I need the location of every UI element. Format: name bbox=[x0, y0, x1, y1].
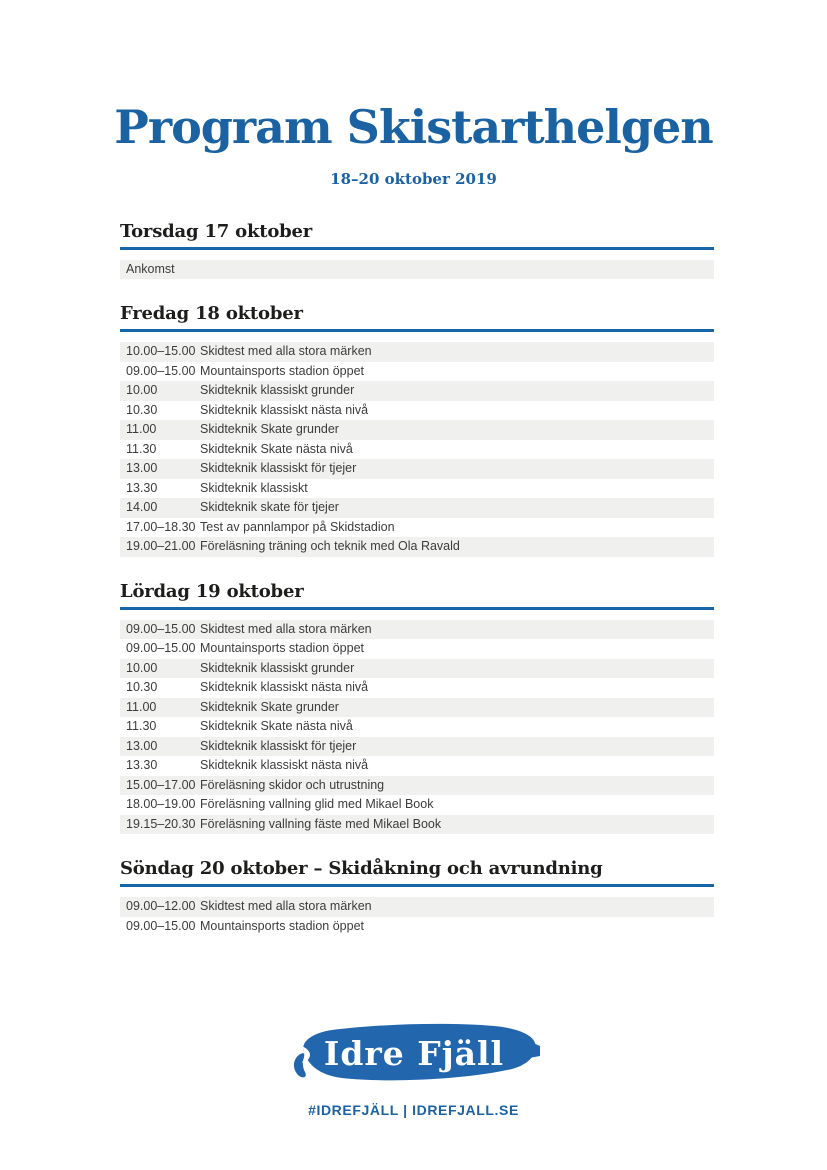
schedule-row bbox=[120, 815, 714, 835]
page-title: Program Skistarthelgen bbox=[114, 100, 713, 154]
row-time: 11.00 bbox=[126, 422, 157, 437]
row-activity: Skidteknik klassiskt nästa nivå bbox=[200, 758, 369, 773]
schedule-row bbox=[120, 420, 714, 440]
document-footer bbox=[0, 1022, 827, 1118]
row-activity: Skidteknik Skate grunder bbox=[200, 422, 339, 437]
schedule-row bbox=[120, 440, 714, 460]
schedule-row bbox=[120, 776, 714, 796]
row-time: 15.00–17.00 bbox=[126, 777, 196, 792]
row-time: 13.30 bbox=[126, 480, 158, 495]
schedule-row bbox=[120, 479, 714, 499]
row-activity: Föreläsning skidor och utrustning bbox=[200, 777, 385, 792]
row-activity: Mountainsports stadion öppet bbox=[200, 918, 364, 933]
schedule-row bbox=[120, 498, 714, 518]
section-heading: Lördag 19 oktober bbox=[120, 581, 714, 610]
row-time: 09.00–15.00 bbox=[126, 363, 196, 378]
schedule-row bbox=[120, 756, 714, 776]
row-time: 09.00–15.00 bbox=[126, 621, 196, 636]
row-activity: Test av pannlampor på Skidstadion bbox=[200, 519, 395, 534]
section-heading: Söndag 20 oktober – Skidåkning och avrundning bbox=[120, 858, 714, 887]
schedule-row bbox=[120, 362, 714, 382]
row-time: 11.00 bbox=[126, 699, 157, 714]
schedule-row bbox=[120, 620, 714, 640]
document-header bbox=[0, 0, 827, 188]
schedule-row bbox=[120, 897, 714, 917]
schedule-content bbox=[120, 221, 714, 937]
row-time: 18.00–19.00 bbox=[126, 797, 196, 812]
row-time: 14.00 bbox=[126, 500, 158, 515]
schedule-section bbox=[120, 221, 714, 280]
row-activity: Skidteknik klassiskt grunder bbox=[200, 660, 355, 675]
row-time: 09.00–15.00 bbox=[126, 641, 196, 656]
row-activity: Ankomst bbox=[126, 261, 175, 276]
row-activity: Skidtest med alla stora märken bbox=[200, 621, 372, 636]
row-activity: Skidteknik klassiskt nästa nivå bbox=[200, 680, 369, 695]
sections bbox=[120, 221, 714, 937]
row-time: 13.30 bbox=[126, 758, 158, 773]
row-time: 13.00 bbox=[126, 738, 158, 753]
schedule-row bbox=[120, 342, 714, 362]
row-activity: Föreläsning vallning glid med Mikael Book bbox=[200, 797, 434, 812]
schedule-row bbox=[120, 459, 714, 479]
row-activity: Skidteknik klassiskt bbox=[200, 480, 308, 495]
row-time: 13.00 bbox=[126, 461, 158, 476]
schedule-row bbox=[120, 698, 714, 718]
row-activity: Skidtest med alla stora märken bbox=[200, 344, 372, 359]
idre-fjall-logo-icon bbox=[288, 1022, 540, 1086]
row-time: 11.30 bbox=[126, 441, 157, 456]
schedule-row bbox=[120, 639, 714, 659]
row-activity: Skidteknik skate för tjejer bbox=[200, 500, 339, 515]
row-time: 09.00–12.00 bbox=[126, 899, 196, 914]
schedule-row bbox=[120, 260, 714, 280]
schedule-row bbox=[120, 401, 714, 421]
section-rows bbox=[120, 260, 714, 280]
row-activity: Mountainsports stadion öppet bbox=[200, 641, 364, 656]
schedule-row bbox=[120, 678, 714, 698]
footer-tagline: #IDREFJÄLL | IDREFJALL.SE bbox=[308, 1102, 519, 1119]
section-rows bbox=[120, 342, 714, 557]
schedule-row bbox=[120, 518, 714, 538]
section-rows bbox=[120, 897, 714, 936]
row-time: 10.00 bbox=[126, 383, 158, 398]
row-time: 19.15–20.30 bbox=[126, 816, 196, 831]
row-activity: Skidteknik Skate nästa nivå bbox=[200, 441, 353, 456]
row-time: 10.00–15.00 bbox=[126, 344, 196, 359]
row-activity: Skidteknik klassiskt grunder bbox=[200, 383, 355, 398]
section-heading: Fredag 18 oktober bbox=[120, 303, 714, 332]
section-heading: Torsdag 17 oktober bbox=[120, 221, 714, 250]
schedule-row bbox=[120, 717, 714, 737]
row-activity: Skidteknik klassiskt nästa nivå bbox=[200, 402, 369, 417]
schedule-section bbox=[120, 303, 714, 557]
row-time: 10.00 bbox=[126, 660, 158, 675]
row-activity: Skidteknik klassiskt för tjejer bbox=[200, 738, 357, 753]
section-rows bbox=[120, 620, 714, 835]
row-activity: Skidteknik klassiskt för tjejer bbox=[200, 461, 357, 476]
row-activity: Skidtest med alla stora märken bbox=[200, 899, 372, 914]
row-activity: Mountainsports stadion öppet bbox=[200, 363, 364, 378]
row-activity: Föreläsning vallning fäste med Mikael Book bbox=[200, 816, 442, 831]
schedule-row bbox=[120, 381, 714, 401]
row-time: 10.30 bbox=[126, 402, 158, 417]
logo-text: Idre Fjäll bbox=[323, 1034, 504, 1074]
schedule-row bbox=[120, 737, 714, 757]
schedule-section bbox=[120, 581, 714, 835]
schedule-row bbox=[120, 659, 714, 679]
page-subtitle: 18–20 oktober 2019 bbox=[330, 169, 497, 188]
row-activity: Skidteknik Skate nästa nivå bbox=[200, 719, 353, 734]
row-activity: Skidteknik Skate grunder bbox=[200, 699, 339, 714]
schedule-section bbox=[120, 858, 714, 936]
row-time: 17.00–18.30 bbox=[126, 519, 196, 534]
schedule-row bbox=[120, 917, 714, 937]
row-time: 11.30 bbox=[126, 719, 157, 734]
schedule-row bbox=[120, 795, 714, 815]
row-time: 19.00–21.00 bbox=[126, 539, 196, 554]
row-time: 09.00–15.00 bbox=[126, 918, 196, 933]
schedule-row bbox=[120, 537, 714, 557]
row-time: 10.30 bbox=[126, 680, 158, 695]
row-activity: Föreläsning träning och teknik med Ola Ravald bbox=[200, 539, 460, 554]
